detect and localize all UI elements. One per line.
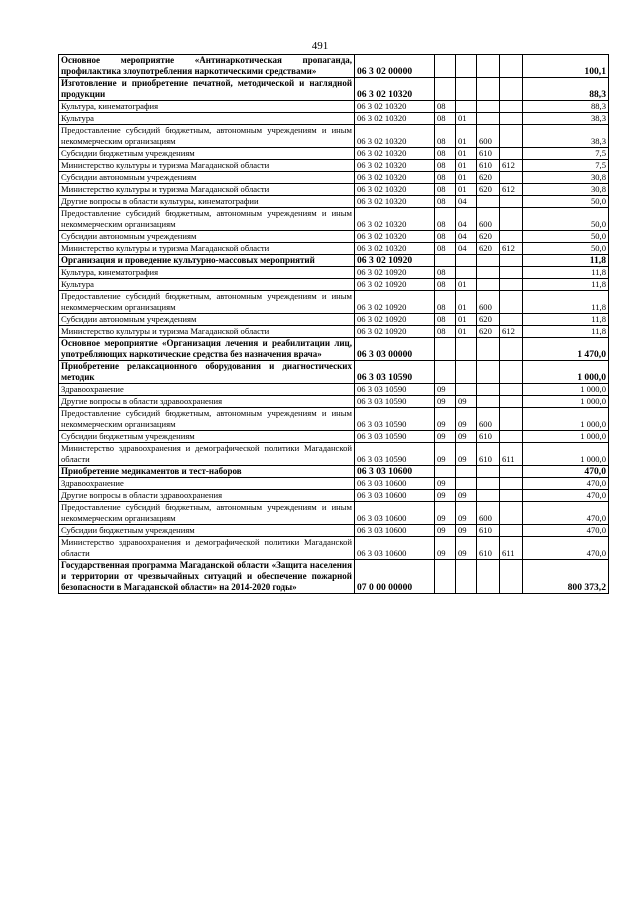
- row-name: Культура: [59, 113, 355, 125]
- recipient-code: [500, 560, 523, 594]
- target-article-code: 06 3 03 00000: [355, 338, 435, 361]
- amount: 30,8: [523, 184, 609, 196]
- target-article-code: 06 3 03 10600: [355, 525, 435, 537]
- expense-type-code: [477, 560, 500, 594]
- expense-type-code: [477, 361, 500, 384]
- recipient-code: 612: [500, 184, 523, 196]
- expense-type-code: [477, 113, 500, 125]
- subsection-code: 04: [456, 243, 477, 255]
- amount: 50,0: [523, 243, 609, 255]
- section-code: 08: [435, 208, 456, 231]
- row-name: Культура, кинематография: [59, 267, 355, 279]
- row-name: Министерство здравоохранения и демографической политики Магаданской области: [59, 537, 355, 560]
- subsection-code: 01: [456, 184, 477, 196]
- expense-type-code: [477, 490, 500, 502]
- amount: 7,5: [523, 148, 609, 160]
- target-article-code: 06 3 02 10920: [355, 267, 435, 279]
- row-name: Другие вопросы в области здравоохранения: [59, 396, 355, 408]
- table-row: [59, 314, 609, 326]
- section-code: [435, 361, 456, 384]
- section-code: 08: [435, 231, 456, 243]
- row-name: Приобретение медикаментов и тест-наборов: [59, 466, 355, 478]
- section-code: 08: [435, 196, 456, 208]
- table-row: [59, 443, 609, 466]
- target-article-code: 06 3 02 10320: [355, 148, 435, 160]
- subsection-code: [456, 55, 477, 78]
- subsection-code: 09: [456, 525, 477, 537]
- table-row: [59, 338, 609, 361]
- recipient-code: [500, 196, 523, 208]
- table-row: [59, 490, 609, 502]
- subsection-code: [456, 101, 477, 113]
- subsection-code: 01: [456, 326, 477, 338]
- target-article-code: 07 0 00 00000: [355, 560, 435, 594]
- subsection-code: [456, 560, 477, 594]
- subsection-code: 04: [456, 196, 477, 208]
- recipient-code: [500, 148, 523, 160]
- expense-type-code: 620: [477, 243, 500, 255]
- recipient-code: [500, 78, 523, 101]
- recipient-code: [500, 55, 523, 78]
- recipient-code: [500, 101, 523, 113]
- amount: 470,0: [523, 490, 609, 502]
- expense-type-code: 620: [477, 326, 500, 338]
- section-code: 08: [435, 267, 456, 279]
- section-code: [435, 338, 456, 361]
- subsection-code: 09: [456, 408, 477, 431]
- recipient-code: [500, 267, 523, 279]
- table-row: [59, 55, 609, 78]
- target-article-code: 06 3 02 10320: [355, 160, 435, 172]
- subsection-code: [456, 466, 477, 478]
- section-code: [435, 55, 456, 78]
- target-article-code: 06 3 02 10920: [355, 279, 435, 291]
- amount: 11,8: [523, 279, 609, 291]
- row-name: Предоставление субсидий бюджетным, автономным учреждениям и иным некоммерческим организациям: [59, 408, 355, 431]
- expense-type-code: 600: [477, 502, 500, 525]
- recipient-code: [500, 208, 523, 231]
- table-row: [59, 172, 609, 184]
- table-row: [59, 525, 609, 537]
- table-row: [59, 231, 609, 243]
- section-code: 08: [435, 172, 456, 184]
- amount: 1 000,0: [523, 408, 609, 431]
- section-code: [435, 560, 456, 594]
- amount: 11,8: [523, 291, 609, 314]
- target-article-code: 06 3 02 10320: [355, 125, 435, 148]
- subsection-code: 01: [456, 160, 477, 172]
- section-code: 08: [435, 291, 456, 314]
- amount: 470,0: [523, 537, 609, 560]
- subsection-code: [456, 361, 477, 384]
- amount: 1 000,0: [523, 396, 609, 408]
- subsection-code: 09: [456, 443, 477, 466]
- table-row: [59, 361, 609, 384]
- subsection-code: 01: [456, 125, 477, 148]
- section-code: 09: [435, 431, 456, 443]
- expense-type-code: [477, 255, 500, 267]
- table-row: [59, 113, 609, 125]
- target-article-code: 06 3 03 10590: [355, 396, 435, 408]
- subsection-code: 01: [456, 279, 477, 291]
- expense-type-code: 600: [477, 208, 500, 231]
- amount: 470,0: [523, 502, 609, 525]
- row-name: Здравоохранение: [59, 384, 355, 396]
- recipient-code: [500, 231, 523, 243]
- recipient-code: [500, 125, 523, 148]
- recipient-code: [500, 338, 523, 361]
- section-code: 08: [435, 125, 456, 148]
- amount: 1 000,0: [523, 361, 609, 384]
- expense-type-code: 610: [477, 148, 500, 160]
- table-row: [59, 560, 609, 594]
- row-name: Предоставление субсидий бюджетным, автономным учреждениям и иным некоммерческим организациям: [59, 208, 355, 231]
- expense-type-code: [477, 384, 500, 396]
- target-article-code: 06 3 02 10320: [355, 243, 435, 255]
- table-row: [59, 384, 609, 396]
- table-row: [59, 291, 609, 314]
- amount: 1 000,0: [523, 384, 609, 396]
- section-code: 08: [435, 243, 456, 255]
- target-article-code: 06 3 03 10600: [355, 466, 435, 478]
- row-name: Министерство культуры и туризма Магаданской области: [59, 243, 355, 255]
- amount: 470,0: [523, 466, 609, 478]
- row-name: Субсидии бюджетным учреждениям: [59, 525, 355, 537]
- row-name: Субсидии автономным учреждениям: [59, 314, 355, 326]
- amount: 7,5: [523, 160, 609, 172]
- expense-type-code: [477, 196, 500, 208]
- target-article-code: 06 3 02 10320: [355, 113, 435, 125]
- target-article-code: 06 3 02 10320: [355, 78, 435, 101]
- recipient-code: [500, 478, 523, 490]
- target-article-code: 06 3 02 10320: [355, 208, 435, 231]
- target-article-code: 06 3 02 00000: [355, 55, 435, 78]
- amount: 38,3: [523, 125, 609, 148]
- amount: 100,1: [523, 55, 609, 78]
- table-row: [59, 208, 609, 231]
- target-article-code: 06 3 02 10920: [355, 314, 435, 326]
- section-code: 09: [435, 525, 456, 537]
- section-code: 08: [435, 184, 456, 196]
- table-row: [59, 78, 609, 101]
- row-name: Министерство здравоохранения и демографической политики Магаданской области: [59, 443, 355, 466]
- row-name: Организация и проведение культурно-массовых мероприятий: [59, 255, 355, 267]
- row-name: Субсидии бюджетным учреждениям: [59, 148, 355, 160]
- row-name: Здравоохранение: [59, 478, 355, 490]
- table-row: [59, 184, 609, 196]
- table-row: [59, 408, 609, 431]
- expense-type-code: 620: [477, 314, 500, 326]
- table-row: [59, 255, 609, 267]
- amount: 30,8: [523, 172, 609, 184]
- subsection-code: 09: [456, 537, 477, 560]
- row-name: Основное мероприятие «Антинаркотическая пропаганда, профилактика злоупотребления наркотическими средствами»: [59, 55, 355, 78]
- target-article-code: 06 3 02 10920: [355, 255, 435, 267]
- recipient-code: 612: [500, 243, 523, 255]
- recipient-code: [500, 396, 523, 408]
- section-code: 08: [435, 101, 456, 113]
- section-code: [435, 255, 456, 267]
- recipient-code: [500, 255, 523, 267]
- section-code: [435, 78, 456, 101]
- target-article-code: 06 3 02 10920: [355, 326, 435, 338]
- section-code: 09: [435, 537, 456, 560]
- amount: 1 000,0: [523, 431, 609, 443]
- table-body: [59, 55, 609, 594]
- amount: 88,3: [523, 101, 609, 113]
- subsection-code: [456, 78, 477, 101]
- target-article-code: 06 3 02 10320: [355, 172, 435, 184]
- expense-type-code: 620: [477, 184, 500, 196]
- recipient-code: [500, 314, 523, 326]
- recipient-code: [500, 490, 523, 502]
- subsection-code: 09: [456, 490, 477, 502]
- recipient-code: [500, 408, 523, 431]
- expense-type-code: 610: [477, 525, 500, 537]
- row-name: Субсидии автономным учреждениям: [59, 231, 355, 243]
- section-code: 08: [435, 160, 456, 172]
- target-article-code: 06 3 02 10320: [355, 101, 435, 113]
- row-name: Министерство культуры и туризма Магаданской области: [59, 160, 355, 172]
- amount: 88,3: [523, 78, 609, 101]
- amount: 800 373,2: [523, 560, 609, 594]
- row-name: Другие вопросы в области здравоохранения: [59, 490, 355, 502]
- amount: 11,8: [523, 326, 609, 338]
- table-row: [59, 396, 609, 408]
- target-article-code: 06 3 03 10590: [355, 408, 435, 431]
- row-name: Основное мероприятие «Организация лечения и реабилитации лиц, употребляющих наркотические средства без назначения врача»: [59, 338, 355, 361]
- expense-type-code: 610: [477, 537, 500, 560]
- target-article-code: 06 3 03 10600: [355, 490, 435, 502]
- target-article-code: 06 3 03 10600: [355, 502, 435, 525]
- subsection-code: [456, 267, 477, 279]
- row-name: Предоставление субсидий бюджетным, автономным учреждениям и иным некоммерческим организациям: [59, 502, 355, 525]
- subsection-code: [456, 478, 477, 490]
- section-code: 08: [435, 326, 456, 338]
- target-article-code: 06 3 02 10920: [355, 291, 435, 314]
- target-article-code: 06 3 03 10590: [355, 384, 435, 396]
- table-row: [59, 502, 609, 525]
- amount: 470,0: [523, 525, 609, 537]
- recipient-code: 612: [500, 326, 523, 338]
- table-row: [59, 196, 609, 208]
- row-name: Культура, кинематография: [59, 101, 355, 113]
- expense-type-code: [477, 396, 500, 408]
- recipient-code: [500, 291, 523, 314]
- amount: 1 000,0: [523, 443, 609, 466]
- expense-type-code: 610: [477, 443, 500, 466]
- table-row: [59, 148, 609, 160]
- recipient-code: 611: [500, 537, 523, 560]
- section-code: 09: [435, 490, 456, 502]
- subsection-code: 09: [456, 431, 477, 443]
- section-code: 09: [435, 478, 456, 490]
- section-code: 09: [435, 396, 456, 408]
- row-name: Культура: [59, 279, 355, 291]
- budget-table: [58, 54, 609, 594]
- recipient-code: 612: [500, 160, 523, 172]
- expense-type-code: 610: [477, 160, 500, 172]
- expense-type-code: [477, 338, 500, 361]
- table-row: [59, 125, 609, 148]
- section-code: 09: [435, 443, 456, 466]
- table-row: [59, 267, 609, 279]
- amount: 11,8: [523, 255, 609, 267]
- expense-type-code: [477, 101, 500, 113]
- row-name: Предоставление субсидий бюджетным, автономным учреждениям и иным некоммерческим организациям: [59, 291, 355, 314]
- expense-type-code: [477, 279, 500, 291]
- row-name: Предоставление субсидий бюджетным, автономным учреждениям и иным некоммерческим организациям: [59, 125, 355, 148]
- table-row: [59, 326, 609, 338]
- expense-type-code: 620: [477, 172, 500, 184]
- target-article-code: 06 3 03 10590: [355, 431, 435, 443]
- subsection-code: 01: [456, 113, 477, 125]
- target-article-code: 06 3 03 10590: [355, 443, 435, 466]
- subsection-code: 01: [456, 291, 477, 314]
- table-row: [59, 478, 609, 490]
- table-row: [59, 101, 609, 113]
- expense-type-code: 600: [477, 125, 500, 148]
- subsection-code: [456, 338, 477, 361]
- table-row: [59, 431, 609, 443]
- amount: 470,0: [523, 478, 609, 490]
- amount: 11,8: [523, 267, 609, 279]
- expense-type-code: 600: [477, 408, 500, 431]
- recipient-code: [500, 466, 523, 478]
- table-row: [59, 160, 609, 172]
- section-code: 08: [435, 314, 456, 326]
- table-row: [59, 537, 609, 560]
- row-name: Изготовление и приобретение печатной, методической и наглядной продукции: [59, 78, 355, 101]
- subsection-code: 01: [456, 314, 477, 326]
- target-article-code: 06 3 03 10600: [355, 478, 435, 490]
- recipient-code: [500, 431, 523, 443]
- subsection-code: 09: [456, 502, 477, 525]
- table-row: [59, 279, 609, 291]
- row-name: Субсидии бюджетным учреждениям: [59, 431, 355, 443]
- row-name: Субсидии автономным учреждениям: [59, 172, 355, 184]
- target-article-code: 06 3 03 10590: [355, 361, 435, 384]
- recipient-code: [500, 361, 523, 384]
- recipient-code: [500, 384, 523, 396]
- amount: 11,8: [523, 314, 609, 326]
- row-name: Другие вопросы в области культуры, кинематографии: [59, 196, 355, 208]
- target-article-code: 06 3 03 10600: [355, 537, 435, 560]
- subsection-code: 01: [456, 172, 477, 184]
- amount: 38,3: [523, 113, 609, 125]
- section-code: 08: [435, 279, 456, 291]
- subsection-code: 04: [456, 231, 477, 243]
- amount: 50,0: [523, 231, 609, 243]
- recipient-code: [500, 172, 523, 184]
- section-code: 09: [435, 502, 456, 525]
- row-name: Министерство культуры и туризма Магаданской области: [59, 184, 355, 196]
- expense-type-code: [477, 267, 500, 279]
- page-number: 491: [311, 40, 329, 52]
- subsection-code: [456, 255, 477, 267]
- table-row: [59, 243, 609, 255]
- amount: 50,0: [523, 196, 609, 208]
- amount: 50,0: [523, 208, 609, 231]
- target-article-code: 06 3 02 10320: [355, 231, 435, 243]
- expense-type-code: [477, 466, 500, 478]
- target-article-code: 06 3 02 10320: [355, 184, 435, 196]
- recipient-code: [500, 525, 523, 537]
- recipient-code: [500, 113, 523, 125]
- row-name: Министерство культуры и туризма Магаданской области: [59, 326, 355, 338]
- expense-type-code: [477, 78, 500, 101]
- subsection-code: [456, 384, 477, 396]
- expense-type-code: 610: [477, 431, 500, 443]
- subsection-code: 01: [456, 148, 477, 160]
- amount: 1 470,0: [523, 338, 609, 361]
- table-row: [59, 466, 609, 478]
- section-code: 09: [435, 384, 456, 396]
- recipient-code: [500, 502, 523, 525]
- subsection-code: 09: [456, 396, 477, 408]
- row-name: Государственная программа Магаданской области «Защита населения и территории от чрезвычайных ситуаций и обеспечение пожарной безопасности в Магаданской области» на 2014-2020 годы»: [59, 560, 355, 594]
- expense-type-code: 620: [477, 231, 500, 243]
- recipient-code: [500, 279, 523, 291]
- recipient-code: 611: [500, 443, 523, 466]
- subsection-code: 04: [456, 208, 477, 231]
- section-code: [435, 466, 456, 478]
- expense-type-code: [477, 55, 500, 78]
- expense-type-code: [477, 478, 500, 490]
- target-article-code: 06 3 02 10320: [355, 196, 435, 208]
- section-code: 09: [435, 408, 456, 431]
- expense-type-code: 600: [477, 291, 500, 314]
- row-name: Приобретение релаксационного оборудования и диагностических методик: [59, 361, 355, 384]
- section-code: 08: [435, 148, 456, 160]
- section-code: 08: [435, 113, 456, 125]
